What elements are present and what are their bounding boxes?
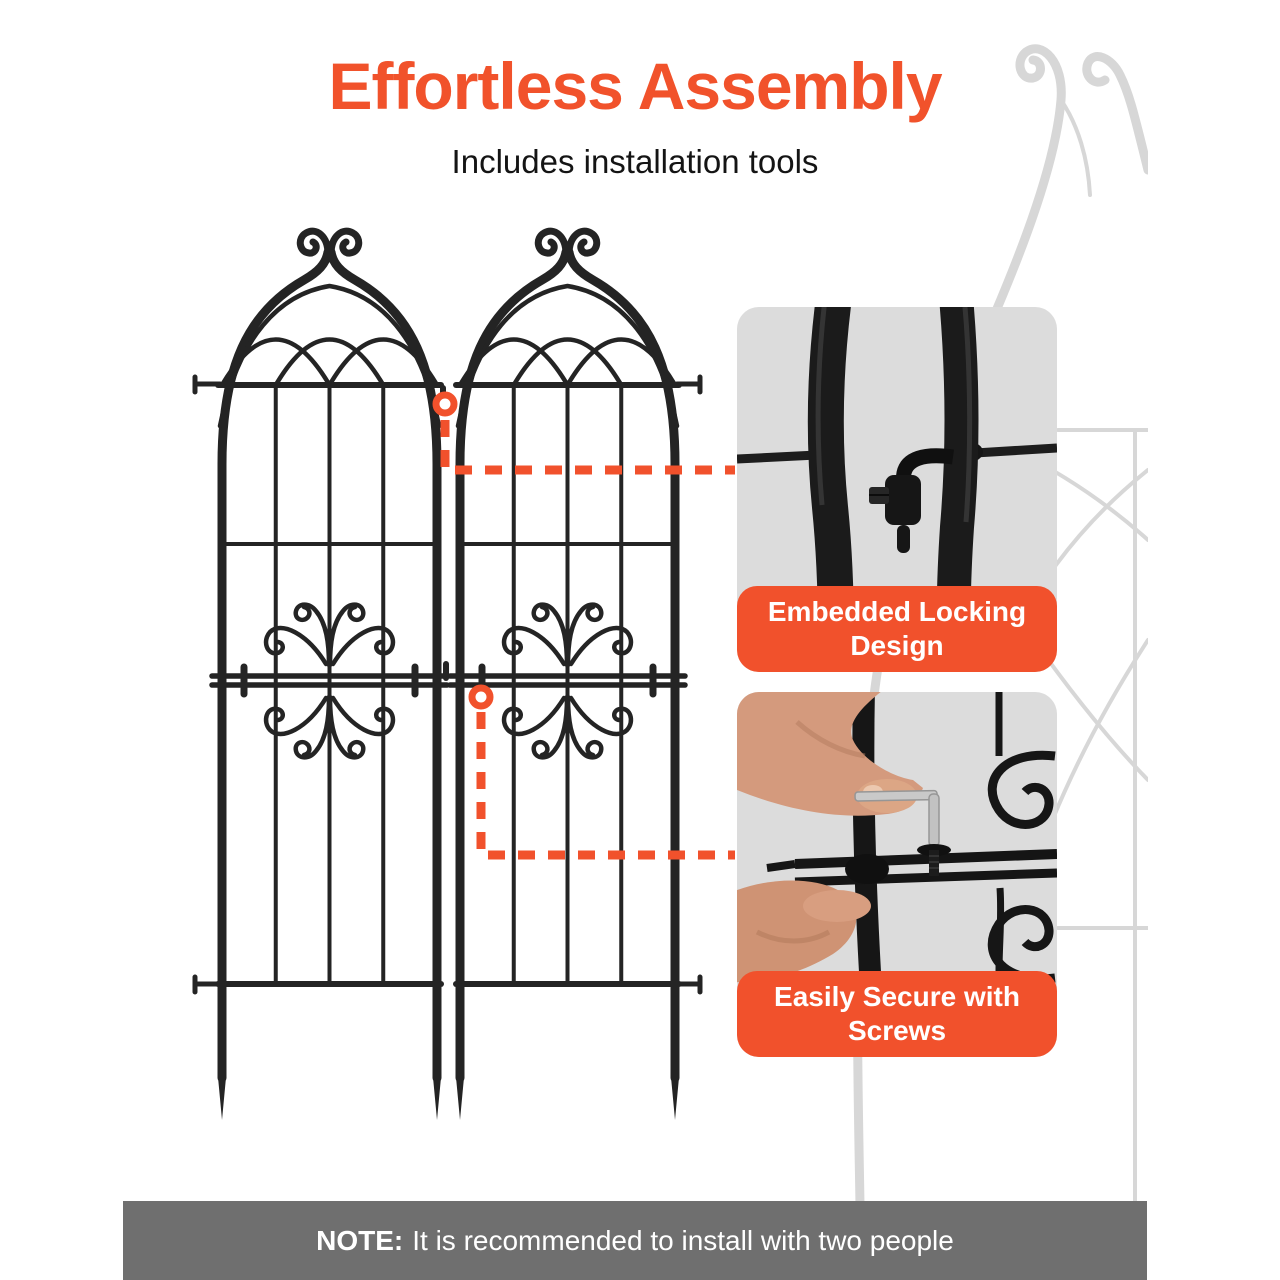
callout-panel-locking bbox=[737, 307, 1057, 672]
trellis-panel-left bbox=[212, 231, 447, 1120]
trellis-illustration bbox=[180, 212, 710, 1132]
callout-label-screws: Easily Secure with Screws bbox=[737, 971, 1057, 1057]
page-subtitle: Includes installation tools bbox=[451, 143, 819, 181]
callout-label-locking: Embedded Locking Design bbox=[737, 586, 1057, 672]
lock-sleeve bbox=[885, 475, 921, 525]
page-title: Effortless Assembly bbox=[328, 49, 942, 123]
callout-panel-screws bbox=[737, 692, 1057, 1057]
lock-pin bbox=[897, 525, 910, 553]
trellis-panel-right bbox=[450, 231, 685, 1120]
note-prefix: NOTE: bbox=[316, 1224, 404, 1256]
note-text: It is recommended to install with two people bbox=[412, 1224, 954, 1256]
scroll-ornament bbox=[992, 755, 1055, 824]
note-bar bbox=[123, 1201, 1147, 1280]
